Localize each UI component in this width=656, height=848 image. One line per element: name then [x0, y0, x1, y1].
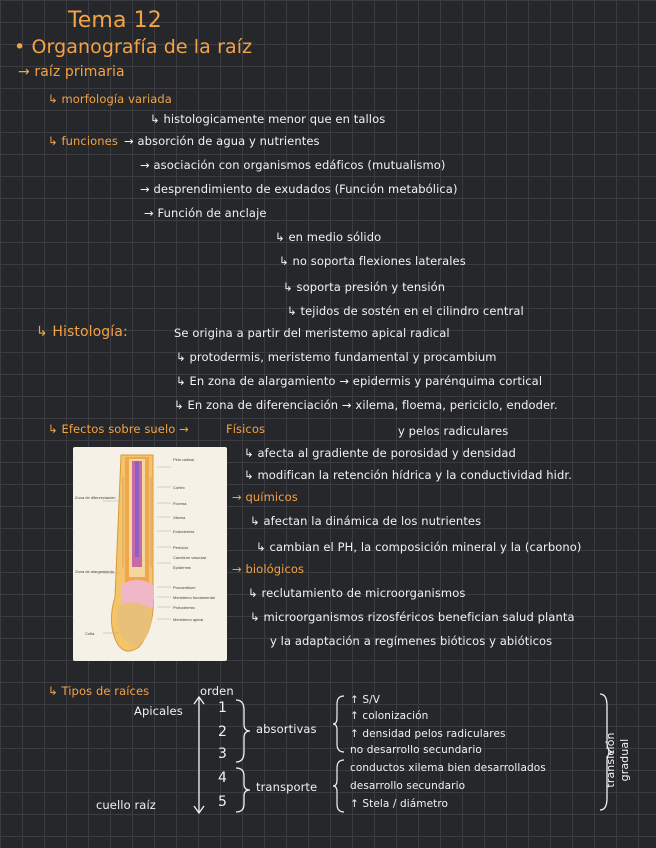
histologia-label: ↳ Histología:	[36, 324, 128, 340]
figure-label: Meristemo fundamental	[173, 595, 215, 600]
figure-label: Cambium vascular	[173, 555, 207, 560]
histologia-menor-line: ↳ histologicamente menor que en tallos	[150, 112, 386, 126]
subsection-raiz-primaria: → raíz primaria	[18, 64, 125, 80]
funcion-item: → desprendimiento de exudados (Función metabólica)	[140, 182, 458, 196]
anclaje-item: ↳ en medio sólido	[275, 230, 382, 244]
histologia-item: ↳ En zona de alargamiento → epidermis y parénquima cortical	[176, 374, 543, 388]
brace-transporte	[234, 766, 254, 814]
fisicos-item: ↳ modifican la retención hídrica y la conductividad hidr.	[244, 468, 572, 482]
figure-label: Epidermis	[173, 565, 191, 570]
transporte-item: ↑ Stela / diámetro	[350, 798, 449, 810]
funcion-item: → Función de anclaje	[144, 206, 267, 220]
biologicos-item: ↳ reclutamiento de microorganismos	[248, 586, 466, 600]
order-number: 5	[218, 794, 228, 810]
order-number: 4	[218, 770, 228, 786]
transporte-label: transporte	[256, 780, 318, 794]
funcion-item: → absorción de agua y nutrientes	[124, 134, 320, 148]
orden-label: orden	[200, 684, 234, 698]
apicales-label: Apicales	[134, 704, 183, 718]
biologicos-item: ↳ microorganismos rizosféricos benefician salud planta	[250, 610, 575, 624]
quimicos-item: ↳ cambian el PH, la composición mineral y la (carbono)	[256, 540, 582, 554]
absortivas-item: ↑ colonización	[350, 710, 429, 722]
cuello-raiz-label: cuello raíz	[96, 798, 156, 812]
absortivas-item: ↑ S/V	[350, 694, 381, 706]
histologia-item: ↳ En zona de diferenciación → xilema, floema, periciclo, endoder.	[174, 398, 558, 412]
figure-label: Floema	[173, 501, 187, 506]
morfologia-text: ↳ morfología variada	[48, 92, 172, 106]
transporte-item: desarrollo secundario	[350, 780, 466, 792]
figure-label: Endodermis	[173, 529, 195, 534]
brace-absortivas	[234, 698, 254, 764]
section-heading: • Organografía de la raíz	[14, 36, 253, 58]
figure-label: Córtex	[173, 485, 185, 490]
tipos-label: ↳ Tipos de raíces	[48, 684, 150, 698]
figure-label: Zona de alargamiento	[75, 569, 114, 574]
fisicos-label: Físicos	[226, 422, 266, 436]
root-tip-diagram	[73, 447, 227, 661]
page-title: Tema 12	[68, 8, 162, 33]
figure-label: Protodermis	[173, 605, 195, 610]
order-number: 2	[218, 724, 228, 740]
figure-label: Pelo radical	[173, 457, 194, 462]
figure-label: Procambium	[173, 585, 196, 590]
order-arrow	[192, 694, 206, 816]
figure-label: Cofia	[85, 631, 95, 636]
brace-abs-items	[332, 694, 346, 754]
histologia-item: Se origina a partir del meristemo apical radical	[174, 326, 450, 340]
root-tip-illustration	[73, 447, 227, 661]
order-number: 1	[218, 700, 228, 716]
anclaje-item: ↳ no soporta flexiones laterales	[279, 254, 466, 268]
absortivas-label: absortivas	[256, 722, 317, 736]
absortivas-item: no desarrollo secundario	[350, 744, 482, 756]
biologicos-item: y la adaptación a regímenes bióticos y abióticos	[270, 634, 553, 648]
figure-label: Xilema	[173, 515, 186, 520]
histologia-item: y pelos radiculares	[398, 424, 509, 438]
quimicos-label: → químicos	[232, 490, 298, 504]
order-number: 3	[218, 746, 228, 762]
brace-trans-items	[332, 758, 346, 814]
figure-label: Meristemo apical	[173, 617, 204, 622]
figure-label: Periciclo	[173, 545, 189, 550]
efectos-label: ↳ Efectos sobre suelo →	[48, 422, 189, 436]
anclaje-item: ↳ soporta presión y tensión	[283, 280, 446, 294]
biologicos-label: → biológicos	[232, 562, 305, 576]
figure-label: Zona de diferenciación	[75, 495, 116, 500]
histologia-item: ↳ protodermis, meristemo fundamental y procambium	[176, 350, 497, 364]
quimicos-item: ↳ afectan la dinámica de los nutrientes	[250, 514, 482, 528]
absortivas-item: ↑ densidad pelos radiculares	[350, 728, 506, 740]
morfologia-line	[48, 92, 172, 106]
anclaje-item: ↳ tejidos de sostén en el cilindro central	[287, 304, 524, 318]
funciones-label: ↳ funciones	[48, 134, 118, 148]
funcion-item: → asociación con organismos edáficos (mutualismo)	[140, 158, 446, 172]
transicion-gradual-label: transición gradual	[604, 732, 631, 788]
transporte-item: conductos xilema bien desarrollados	[350, 762, 546, 774]
fisicos-item: ↳ afecta al gradiente de porosidad y densidad	[244, 446, 516, 460]
